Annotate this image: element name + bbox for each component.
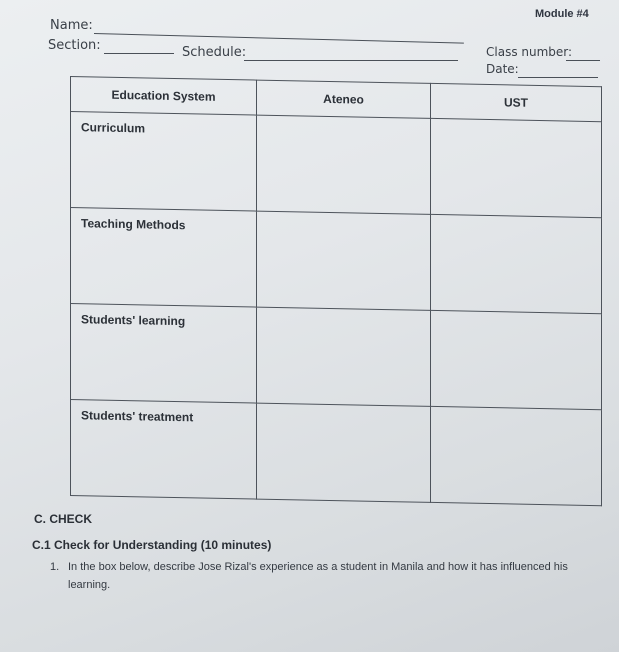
subsection-title: C.1 Check for Understanding (10 minutes) (32, 538, 272, 552)
cell-learning-ust[interactable] (431, 310, 602, 409)
row-label-teaching-methods: Teaching Methods (71, 208, 257, 308)
name-blank[interactable] (94, 33, 464, 44)
item-number: 1. (50, 561, 60, 573)
date-blank[interactable] (518, 77, 598, 78)
cell-treatment-ateneo[interactable] (257, 403, 431, 502)
date-label: Date: (486, 62, 519, 76)
schedule-label: Schedule: (182, 45, 247, 60)
schedule-blank[interactable] (244, 60, 458, 61)
class-number-blank[interactable] (566, 60, 600, 61)
header-education-system: Education System (71, 77, 257, 116)
table-row (71, 112, 602, 218)
section-blank[interactable] (104, 53, 174, 54)
row-label-curriculum: Curriculum (71, 112, 257, 212)
cell-curriculum-ust[interactable] (431, 118, 602, 217)
cell-teaching-ust[interactable] (431, 214, 602, 313)
row-label-students-learning: Students' learning (71, 304, 257, 404)
header-ust: UST (431, 83, 602, 121)
comparison-table (70, 76, 602, 506)
module-label: Module #4 (535, 8, 589, 20)
header-ateneo: Ateneo (257, 80, 431, 118)
item-text-line1: In the box below, describe Jose Rizal's experience as a student in Manila and how it has influenced his (68, 561, 568, 573)
cell-learning-ateneo[interactable] (257, 307, 431, 406)
table-row (71, 400, 602, 506)
cell-curriculum-ateneo[interactable] (257, 115, 431, 214)
row-label-students-treatment: Students' treatment (71, 400, 257, 500)
name-label: Name: (50, 18, 93, 33)
section-label: Section: (48, 38, 101, 53)
table-row (71, 208, 602, 314)
cell-teaching-ateneo[interactable] (257, 211, 431, 310)
section-title: C. CHECK (34, 512, 93, 526)
class-number-label: Class number: (486, 45, 573, 59)
cell-treatment-ust[interactable] (431, 406, 602, 505)
item-text-line2: learning. (68, 579, 111, 591)
table-row (71, 304, 602, 410)
